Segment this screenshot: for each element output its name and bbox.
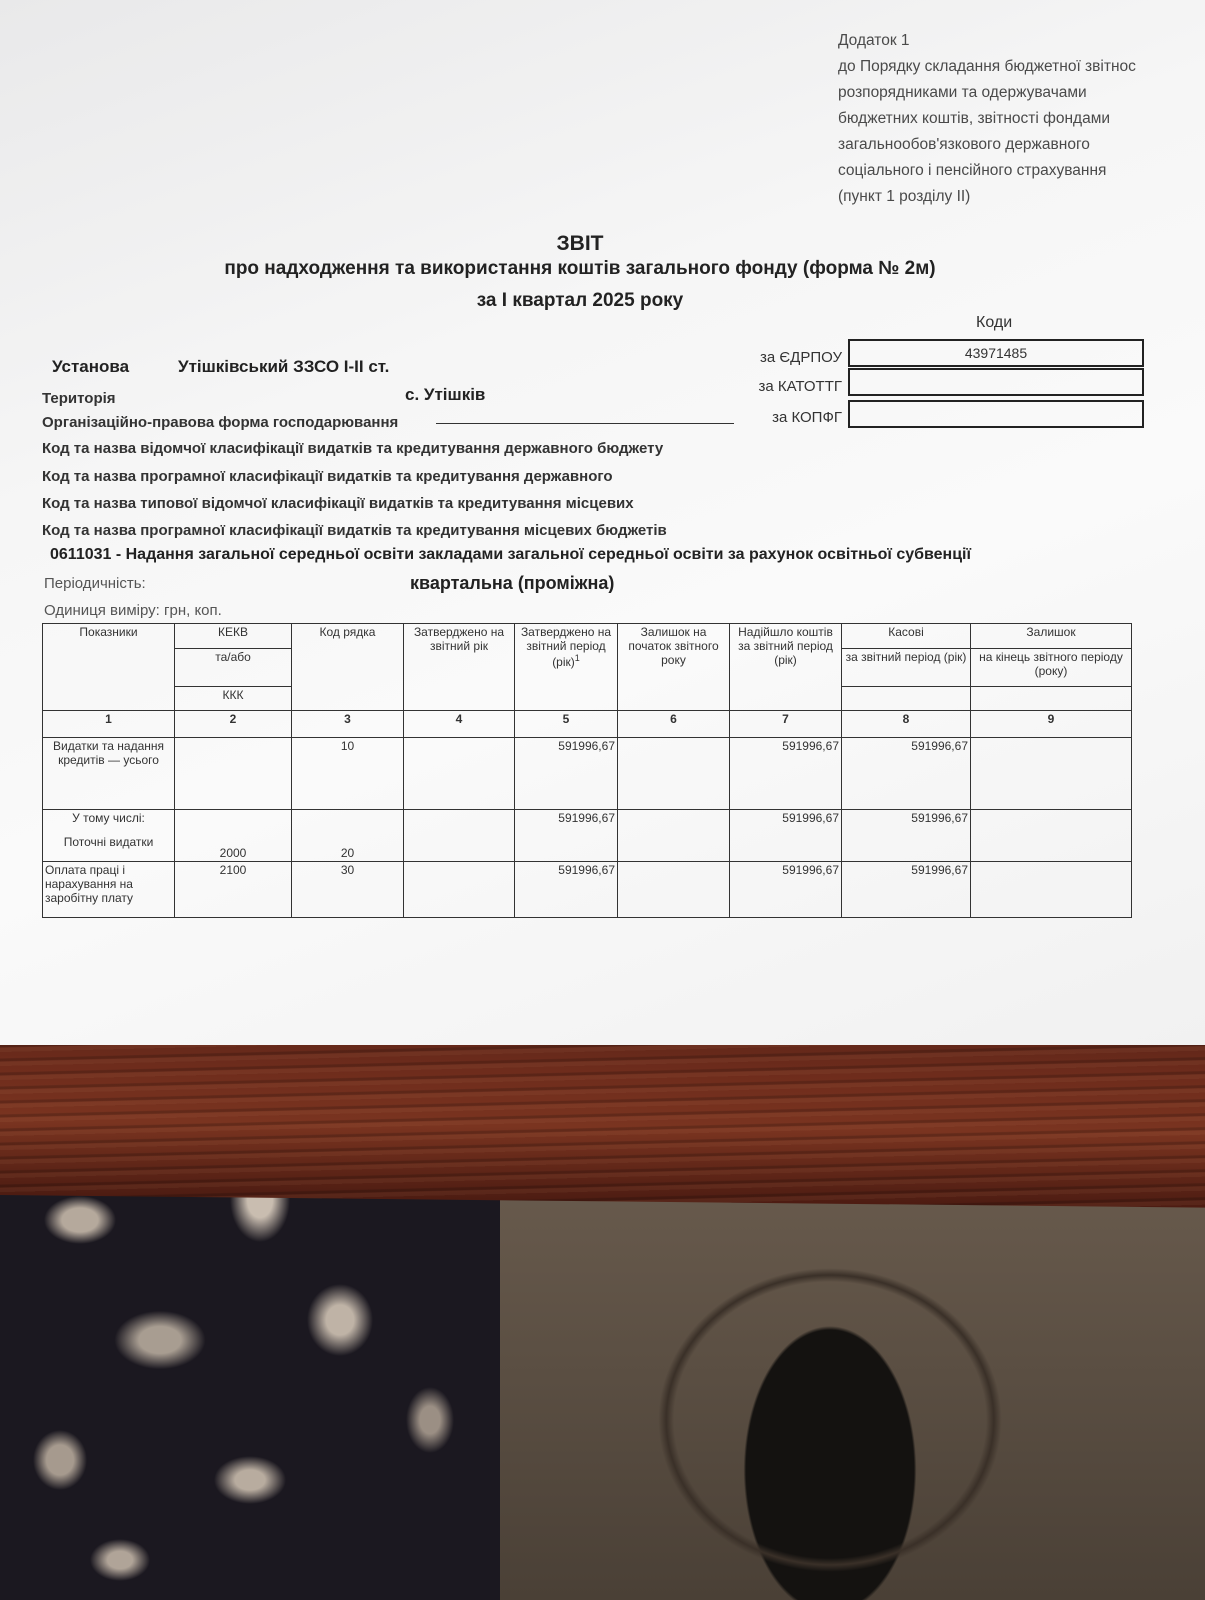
appendix-note	[838, 28, 1136, 210]
appendix-line: бюджетних коштів, звітності фондами	[838, 110, 1111, 127]
appendix-line: Додаток 1	[838, 32, 910, 49]
header-taabo: та/або	[175, 649, 292, 687]
header-cash: Касові	[842, 624, 971, 649]
col-number: 1	[43, 711, 175, 738]
row-name: Оплата праці і нарахування на заробітну плату	[43, 862, 175, 918]
col-number: 3	[292, 711, 404, 738]
row-balance-start	[618, 738, 730, 810]
row-code: 30	[292, 862, 404, 918]
col-number: 9	[971, 711, 1132, 738]
row-name	[43, 810, 175, 862]
header-kekv: КЕКВ	[175, 624, 292, 649]
col-number: 7	[730, 711, 842, 738]
header-balance-end: Залишок	[971, 624, 1132, 649]
org-form-label: Організаційно-правова форма господарювання	[42, 414, 399, 431]
kopfg-box	[848, 400, 1144, 428]
territory-value: с. Утішків	[405, 385, 486, 404]
periodicity-value: квартальна (проміжна)	[410, 573, 615, 593]
col-number: 8	[842, 711, 971, 738]
row-balance-end	[971, 810, 1132, 862]
row-approved-period: 591996,67	[515, 810, 618, 862]
edrpou-box	[848, 339, 1144, 367]
row-approved-period: 591996,67	[515, 862, 618, 918]
col-number: 5	[515, 711, 618, 738]
patterned-fabric	[0, 1140, 540, 1600]
row-kekv: 2000	[175, 810, 292, 862]
row-balance-start	[618, 810, 730, 862]
report-subtitle: про надходження та використання коштів загального фонду (форма № 2м)	[224, 258, 936, 279]
unit-of-measure: Одиниця виміру: грн, коп.	[44, 602, 222, 619]
row-cash: 591996,67	[842, 862, 971, 918]
header-balance-start: Залишок на початок звітного року	[618, 624, 730, 711]
table-row	[43, 862, 1132, 918]
appendix-line: розпорядниками та одержувачами	[838, 84, 1087, 101]
katottg-label: за КАТОТТГ	[758, 378, 842, 395]
col-number: 4	[404, 711, 515, 738]
row-approved-period: 591996,67	[515, 738, 618, 810]
header-received: Надійшло коштів за звітний період (рік)	[730, 624, 842, 711]
periodicity-label: Періодичність:	[44, 575, 146, 592]
table-row	[43, 738, 1132, 810]
header-empty-cell	[842, 687, 971, 711]
classification-line-3: Код та назва типової відомчої класифікації видатків та кредитування місцевих	[42, 495, 634, 512]
institution-label: Установа	[52, 357, 130, 376]
classification-line-1: Код та назва відомчої класифікації видатків та кредитування державного бюджету	[42, 440, 664, 457]
row-code: 20	[292, 810, 404, 862]
row-code: 10	[292, 738, 404, 810]
territory-label: Територія	[42, 390, 116, 407]
row-kekv: 2100	[175, 862, 292, 918]
report-title: ЗВІТ	[556, 232, 604, 255]
header-row-code: Код рядка	[292, 624, 404, 711]
row-received: 591996,67	[730, 862, 842, 918]
program-code-line: 0611031 - Надання загальної середньої освіти закладами загальної середньої освіти за рахунок освітньої субвенції	[50, 546, 971, 563]
report-period: за I квартал 2025 року	[476, 290, 684, 311]
appendix-line: загальнообов'язкового державного	[838, 136, 1090, 153]
header-empty-cell	[971, 687, 1132, 711]
header-cash-sub: за звітний період (рік)	[842, 649, 971, 687]
header-balance-end-sub: на кінець звітного періоду (року)	[971, 649, 1132, 687]
codes-title: Коди	[976, 314, 1013, 331]
classification-line-4: Код та назва програмної класифікації видатків та кредитування місцевих бюджетів	[42, 522, 667, 539]
row-cash: 591996,67	[842, 738, 971, 810]
institution-value: Утішківський ЗЗСО І-ІІ ст.	[178, 357, 390, 376]
appendix-line: соціального і пенсійного страхування	[838, 162, 1107, 179]
row-received: 591996,67	[730, 810, 842, 862]
row-approved-year	[404, 862, 515, 918]
header-kkk: ККК	[175, 687, 292, 711]
row-received: 591996,67	[730, 738, 842, 810]
header-indicators: Показники	[43, 624, 175, 711]
edrpou-label: за ЄДРПОУ	[760, 349, 842, 366]
floor-area	[500, 1140, 1205, 1600]
row-name: Видатки та надання кредитів — усього	[43, 738, 175, 810]
table-row	[43, 810, 1132, 862]
row-approved-year	[404, 738, 515, 810]
col-number: 6	[618, 711, 730, 738]
row-balance-end	[971, 862, 1132, 918]
row-kekv	[175, 738, 292, 810]
row-name-prefix: У тому числі:	[72, 811, 145, 825]
edrpou-value: 43971485	[964, 345, 1028, 361]
row-cash: 591996,67	[842, 810, 971, 862]
row-balance-start	[618, 862, 730, 918]
row-name-main: Поточні видатки	[63, 835, 154, 849]
org-form-underline	[436, 423, 734, 424]
kopfg-label: за КОПФГ	[772, 409, 842, 426]
appendix-line: (пункт 1 розділу ІІ)	[838, 188, 971, 205]
row-balance-end	[971, 738, 1132, 810]
col-number: 2	[175, 711, 292, 738]
header-approved-period	[515, 624, 618, 711]
row-approved-year	[404, 810, 515, 862]
classification-line-2: Код та назва програмної класифікації видатків та кредитування державного	[42, 468, 613, 485]
katottg-box	[848, 368, 1144, 396]
header-approved-period-text: Затверджено на звітний період (рік)	[520, 625, 612, 669]
report-table	[42, 623, 1132, 918]
header-approved-year: Затверджено на звітний рік	[404, 624, 515, 711]
appendix-line: до Порядку складання бюджетної звітнос	[838, 58, 1136, 75]
footnote-mark: 1	[574, 653, 580, 663]
